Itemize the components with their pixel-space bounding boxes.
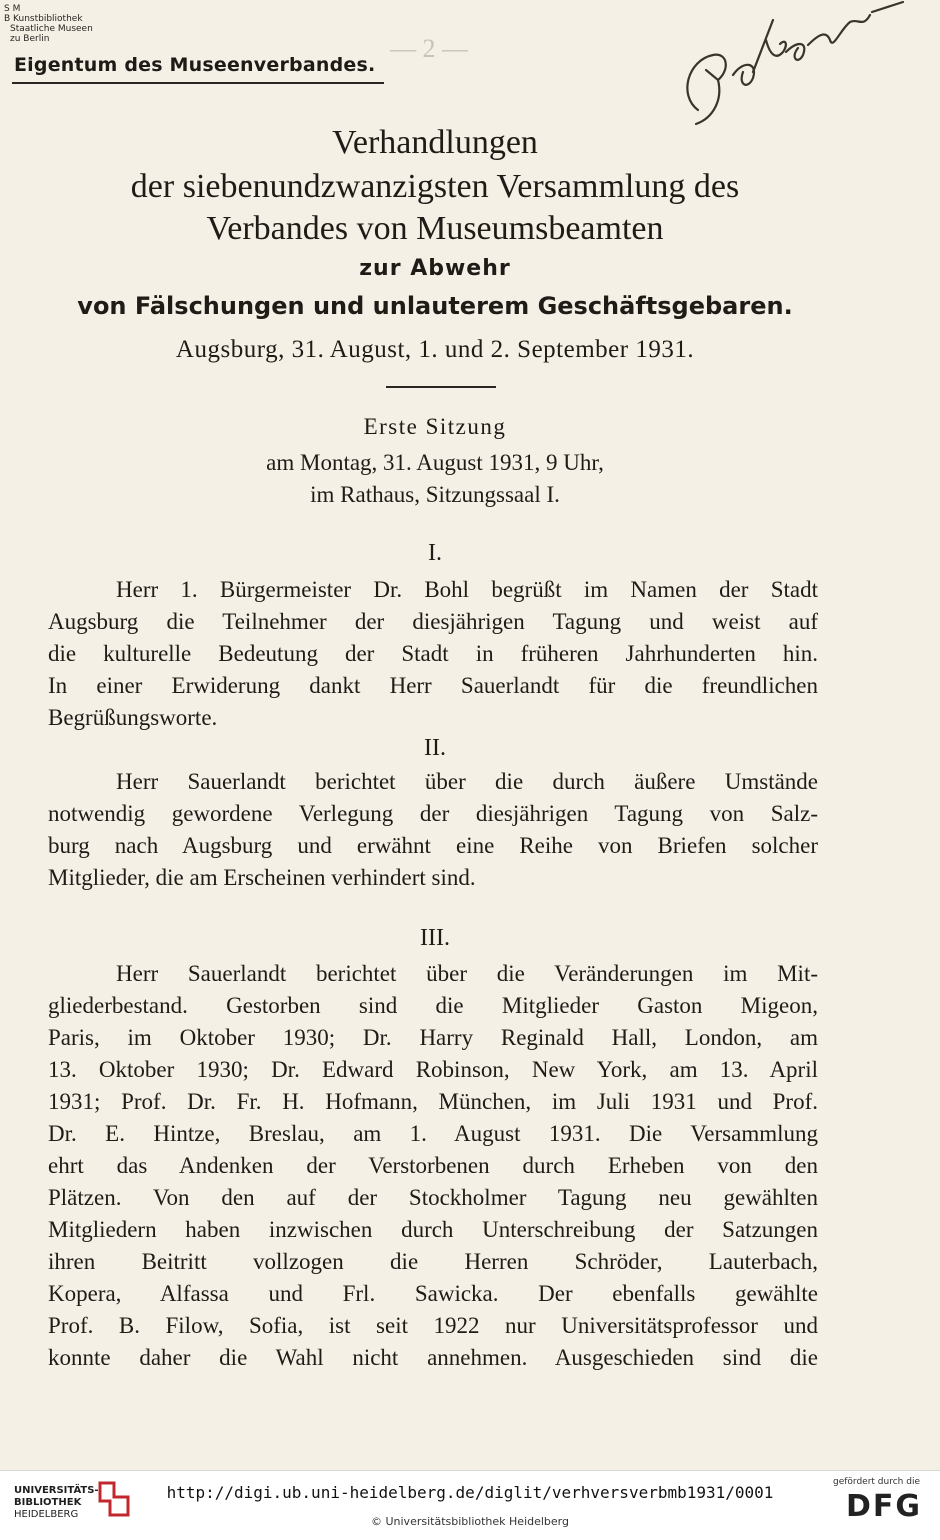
title-line-5: von Fälschungen und unlauterem Geschäftsgebaren. bbox=[77, 292, 793, 320]
stamp-line: zu Berlin bbox=[10, 34, 50, 44]
text-line: Paris, im Oktober 1930; Dr. Harry Reginald Hall, London, am bbox=[48, 1025, 818, 1050]
ownership-label: Eigentum des Museenverbandes. bbox=[14, 54, 376, 76]
viewer-footer bbox=[0, 1470, 940, 1540]
title-line-6: Augsburg, 31. August, 1. und 2. September 1931. bbox=[175, 336, 695, 363]
dfg-logo: DFG bbox=[845, 1489, 922, 1524]
section-paragraph bbox=[48, 766, 818, 894]
page-number: — 2 — bbox=[390, 34, 468, 63]
stamp-line: Staatliche Museen bbox=[10, 24, 93, 34]
copyright-notice: © Universitätsbibliothek Heidelberg bbox=[370, 1515, 569, 1528]
section-paragraph bbox=[48, 574, 818, 734]
text-line: Mitglieder, die am Erscheinen verhindert sind. bbox=[48, 865, 476, 890]
text-line: die kulturelle Bedeutung der Stadt in früheren Jahrhunderten hin. bbox=[48, 641, 818, 666]
text-line: Dr. E. Hintze, Breslau, am 1. August 1931. Die Versammlung bbox=[48, 1121, 818, 1146]
title-line-1: Verhandlungen bbox=[332, 124, 538, 161]
section-numeral: III. bbox=[420, 925, 450, 951]
library-stamp bbox=[4, 4, 93, 44]
permalink-url[interactable]: http://digi.ub.uni-heidelberg.de/diglit/verhversverbmb1931/0001 bbox=[166, 1483, 774, 1502]
text-line: gliederbestand. Gestorben sind die Mitglieder Gaston Migeon, bbox=[48, 993, 818, 1018]
stamp-line: S M bbox=[4, 4, 21, 14]
text-line: In einer Erwiderung dankt Herr Sauerlandt für die freundlichen bbox=[48, 673, 818, 698]
text-line: Prof. B. Filow, Sofia, ist seit 1922 nur Universitätsprofessor und bbox=[48, 1313, 818, 1338]
text-line: notwendig gewordene Verlegung der diesjährigen Tagung von Salz- bbox=[48, 801, 818, 826]
library-name-line: HEIDELBERG bbox=[14, 1509, 79, 1520]
separator-rule bbox=[386, 386, 496, 388]
text-line: Herr Sauerlandt berichtet über die durch äußere Umstände bbox=[116, 769, 818, 794]
title-line-2: der siebenundzwanzigsten Versammlung des bbox=[130, 168, 740, 205]
text-line: Herr 1. Bürgermeister Dr. Bohl begrüßt im Namen der Stadt bbox=[116, 577, 818, 602]
title-line-4: zur Abwehr bbox=[359, 256, 511, 281]
title-line-3: Verbandes von Museumsbeamten bbox=[206, 210, 664, 247]
text-line: Kopera, Alfassa und Frl. Sawicka. Der ebenfalls gewählte bbox=[48, 1281, 818, 1306]
text-line: konnte daher die Wahl nicht annehmen. Ausgeschieden sind die bbox=[48, 1345, 818, 1370]
text-line: ihren Beitritt vollzogen die Herren Schröder, Lauterbach, bbox=[48, 1249, 818, 1274]
session-place: im Rathaus, Sitzungssaal I. bbox=[310, 482, 560, 507]
text-line: ehrt das Andenken der Verstorbenen durch Erheben von den bbox=[48, 1153, 818, 1178]
library-name-line: UNIVERSITÄTS- bbox=[14, 1485, 99, 1496]
text-line: Augsburg die Teilnehmer der diesjährigen Tagung und weist auf bbox=[48, 609, 818, 634]
text-line: Plätzen. Von den auf der Stockholmer Tagung neu gewählten bbox=[48, 1185, 818, 1210]
handwritten-signature bbox=[658, 0, 908, 130]
text-line: 13. Oktober 1930; Dr. Edward Robinson, New York, am 13. April bbox=[48, 1057, 818, 1082]
session-name: Erste Sitzung bbox=[363, 414, 507, 439]
library-name-line: BIBLIOTHEK bbox=[14, 1497, 82, 1508]
text-line: burg nach Augsburg und erwähnt eine Reihe von Briefen solcher bbox=[48, 833, 818, 858]
section-numeral: II. bbox=[424, 735, 446, 761]
section-paragraph bbox=[48, 958, 818, 1374]
funding-note: gefördert durch die bbox=[833, 1477, 920, 1487]
text-line: 1931; Prof. Dr. Fr. H. Hofmann, München, im Juli 1931 und Prof. bbox=[48, 1089, 818, 1114]
text-line: Herr Sauerlandt berichtet über die Veränderungen im Mit- bbox=[116, 961, 818, 986]
ownership-underline bbox=[12, 82, 384, 84]
session-date: am Montag, 31. August 1931, 9 Uhr, bbox=[266, 450, 604, 475]
text-line: Mitgliedern haben inzwischen durch Unterschreibung der Satzungen bbox=[48, 1217, 818, 1242]
section-numeral: I. bbox=[428, 540, 442, 566]
stamp-line: B Kunstbibliothek bbox=[4, 14, 83, 24]
text-line: Begrüßungsworte. bbox=[48, 705, 218, 730]
